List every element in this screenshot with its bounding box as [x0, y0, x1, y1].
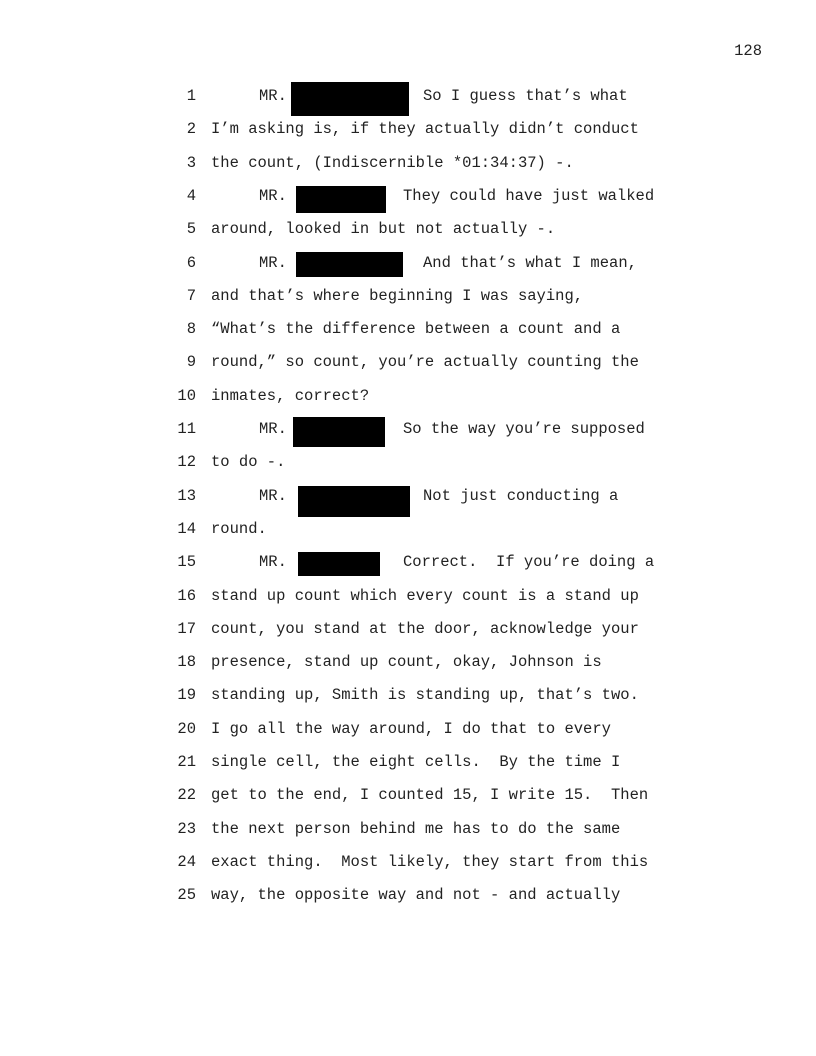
line-number: 20 — [177, 719, 196, 738]
line-number: 11 — [177, 420, 196, 438]
line-number: 18 — [177, 653, 196, 672]
transcript-line — [0, 220, 816, 253]
line-text: count, you stand at the door, acknowledge your — [211, 619, 639, 638]
page-number: 128 — [734, 42, 762, 60]
speaker-label: MR. — [259, 420, 287, 438]
transcript-line — [0, 553, 816, 586]
transcript-line — [0, 620, 816, 653]
transcript-line — [0, 187, 816, 220]
line-number: 8 — [186, 320, 196, 339]
transcript-line — [0, 320, 816, 353]
redaction-box — [293, 417, 385, 447]
transcript-line — [0, 420, 816, 453]
line-number: 15 — [177, 553, 196, 572]
line-text: Correct. If you’re doing a — [403, 553, 655, 572]
line-text: They could have just walked — [403, 186, 655, 205]
line-number: 4 — [186, 186, 196, 205]
transcript-line — [0, 487, 816, 520]
redaction-box — [291, 82, 409, 116]
transcript-line — [0, 154, 816, 187]
line-text: single cell, the eight cells. By the time I — [211, 753, 621, 771]
line-number: 2 — [186, 120, 196, 139]
redaction-box — [298, 552, 380, 576]
transcript-line — [0, 886, 816, 919]
line-number: 17 — [177, 619, 196, 638]
line-number: 7 — [186, 286, 196, 305]
transcript-line — [0, 453, 816, 486]
line-text: exact thing. Most likely, they start from this — [211, 852, 649, 871]
transcript-line — [0, 753, 816, 786]
line-number: 22 — [177, 786, 196, 805]
redaction-box — [296, 252, 403, 277]
speaker-label: MR. — [259, 186, 287, 205]
line-text: I go all the way around, I do that to every — [211, 719, 611, 738]
line-text: get to the end, I counted 15, I write 15. Then — [211, 786, 649, 805]
line-text: “What’s the difference between a count and a — [211, 320, 621, 339]
transcript-line — [0, 686, 816, 719]
line-text: the count, (Indiscernible *01:34:37) -. — [211, 153, 574, 172]
line-text: standing up, Smith is standing up, that’s two. — [211, 686, 639, 705]
line-number: 3 — [186, 153, 196, 172]
line-text: stand up count which every count is a stand up — [211, 586, 639, 605]
speaker-label: MR. — [259, 486, 287, 505]
line-text: way, the opposite way and not - and actually — [211, 886, 621, 905]
transcript-line — [0, 720, 816, 753]
line-number: 5 — [186, 220, 196, 239]
transcript-line — [0, 786, 816, 819]
line-text: to do -. — [211, 453, 286, 472]
line-text: the next person behind me has to do the same — [211, 819, 621, 838]
line-number: 23 — [177, 819, 196, 838]
transcript-line — [0, 653, 816, 686]
line-text: So the way you’re supposed — [403, 420, 645, 438]
transcript-line — [0, 520, 816, 553]
speaker-label: MR. — [259, 553, 287, 572]
line-text: around, looked in but not actually -. — [211, 220, 556, 239]
transcript-line — [0, 587, 816, 620]
redaction-box — [298, 486, 410, 517]
redaction-box — [296, 186, 386, 213]
line-number: 1 — [186, 87, 196, 105]
transcript-line — [0, 853, 816, 886]
transcript-line — [0, 120, 816, 153]
line-number: 6 — [186, 253, 196, 272]
line-text: round. — [211, 519, 267, 538]
line-text: and that’s where beginning I was saying, — [211, 286, 584, 305]
line-number: 14 — [177, 519, 196, 538]
transcript-line — [0, 287, 816, 320]
line-text: So I guess that’s what — [423, 87, 628, 105]
line-number: 21 — [177, 753, 196, 771]
transcript-line — [0, 387, 816, 420]
line-number: 9 — [186, 353, 196, 372]
line-number: 24 — [177, 852, 196, 871]
line-number: 19 — [177, 686, 196, 705]
transcript-line — [0, 353, 816, 386]
transcript-line — [0, 820, 816, 853]
line-number: 25 — [177, 886, 196, 905]
transcript-line — [0, 254, 816, 287]
line-number: 10 — [177, 386, 196, 405]
line-text: And that’s what I mean, — [423, 253, 637, 272]
line-text: Not just conducting a — [423, 486, 619, 505]
transcript-line — [0, 87, 816, 120]
line-number: 12 — [177, 453, 196, 472]
speaker-label: MR. — [259, 87, 287, 105]
line-text: inmates, correct? — [211, 386, 370, 405]
line-number: 16 — [177, 586, 196, 605]
line-number: 13 — [177, 486, 196, 505]
line-text: presence, stand up count, okay, Johnson is — [211, 653, 602, 672]
line-text: I’m asking is, if they actually didn’t conduct — [211, 120, 639, 139]
line-text: round,” so count, you’re actually counting the — [211, 353, 639, 372]
speaker-label: MR. — [259, 253, 287, 272]
